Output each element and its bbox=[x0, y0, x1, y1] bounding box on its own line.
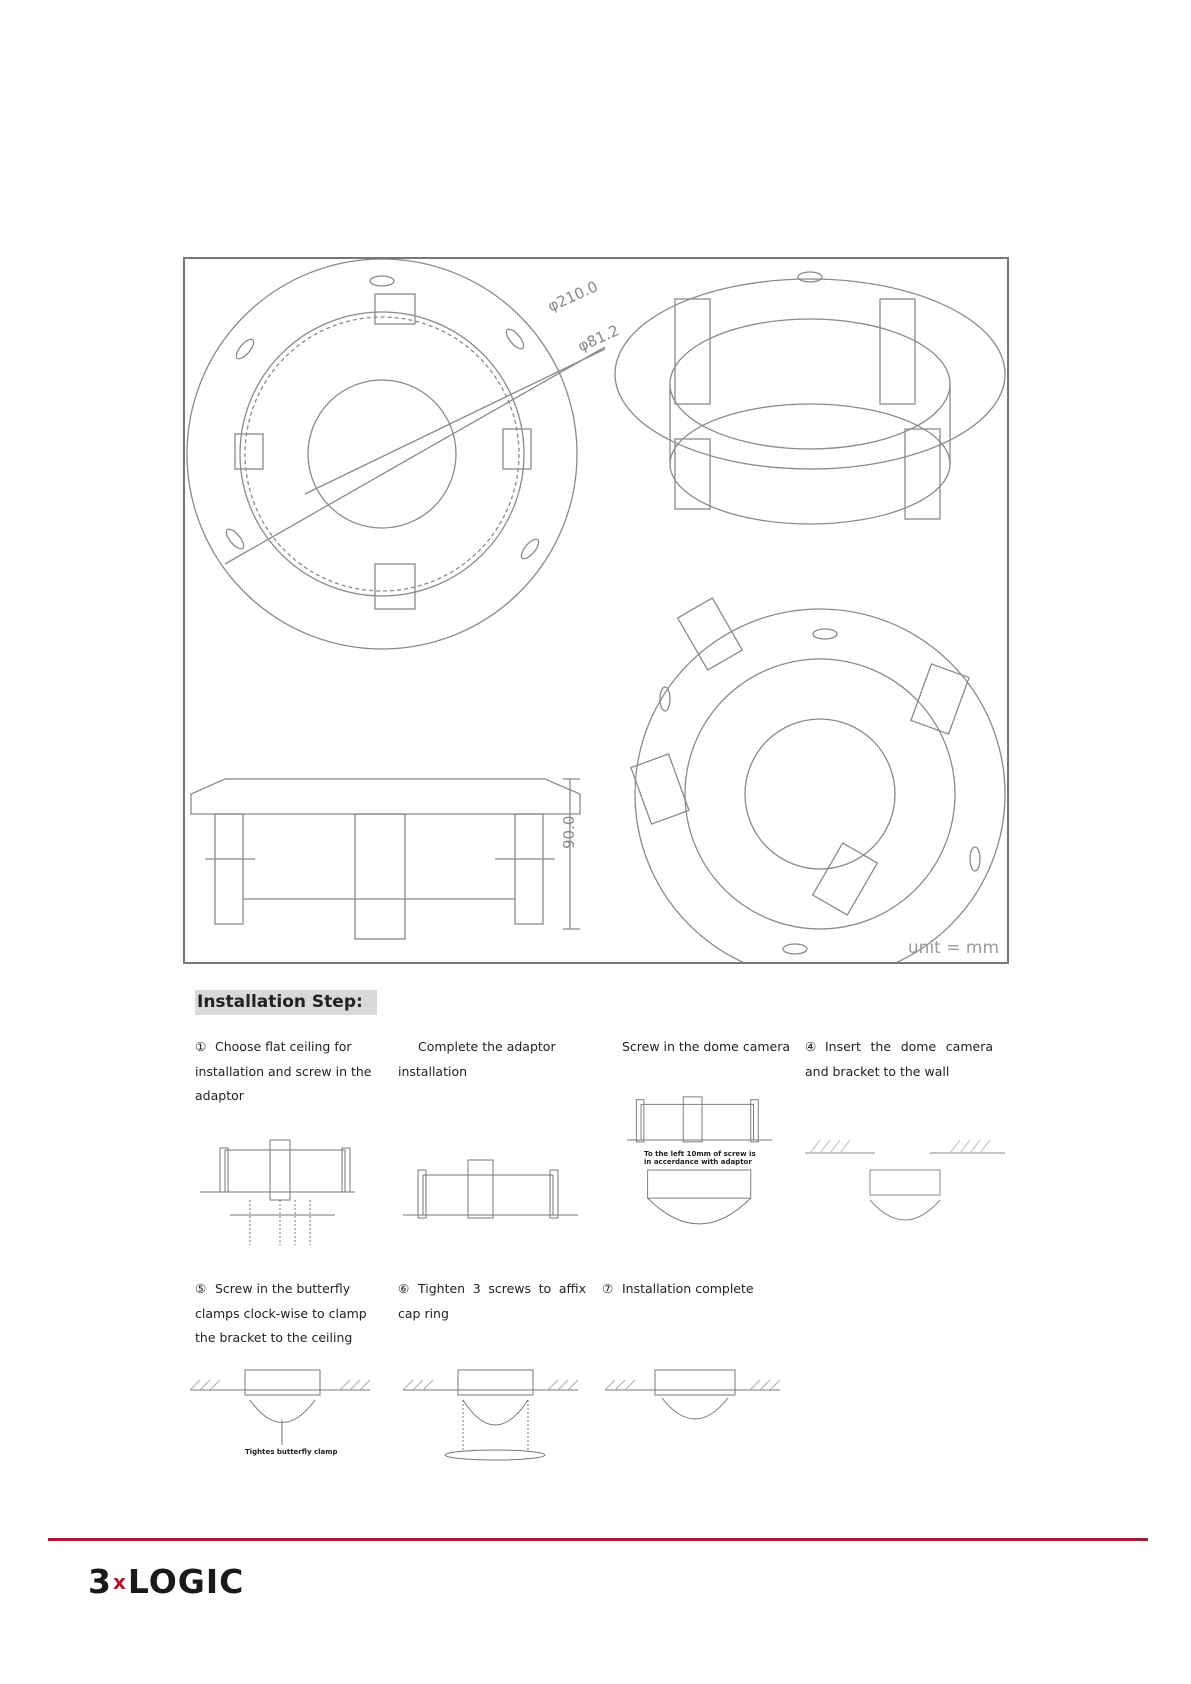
step-1 bbox=[195, 1035, 383, 1109]
step-6 bbox=[398, 1277, 586, 1326]
step-text: Insert the dome camera and bracket to the wall bbox=[805, 1039, 993, 1079]
step-text: Tighten 3 screws to affix cap ring bbox=[398, 1281, 586, 1321]
section-heading: Installation Step: bbox=[195, 990, 377, 1015]
dimension-outer-diameter: φ210.0 bbox=[545, 277, 601, 316]
step-number: ⑤ bbox=[195, 1281, 207, 1296]
step-5-caption: Tightes butterfly clamp bbox=[245, 1448, 338, 1456]
step-text: Installation complete bbox=[622, 1281, 754, 1296]
brand-suffix: LOGIC bbox=[127, 1562, 245, 1601]
dimension-height: 90.0 bbox=[560, 815, 578, 849]
step-2-figure bbox=[398, 1130, 598, 1280]
footer-divider bbox=[48, 1538, 1148, 1541]
step-text: Screw in the dome camera bbox=[622, 1039, 791, 1054]
step-number: ⑥ bbox=[398, 1281, 410, 1296]
drawing-linework bbox=[185, 259, 1007, 962]
step-3 bbox=[602, 1035, 792, 1060]
step-text: Complete the adaptor installation bbox=[398, 1039, 556, 1079]
brand-logo bbox=[88, 1562, 244, 1601]
step-4 bbox=[805, 1035, 993, 1084]
step-7 bbox=[602, 1277, 790, 1302]
step-number: ④ bbox=[805, 1039, 817, 1054]
step-number: ① bbox=[195, 1039, 207, 1054]
step-1-figure bbox=[195, 1130, 395, 1280]
technical-drawing bbox=[183, 257, 1009, 964]
step-4-figure bbox=[805, 1125, 1005, 1275]
step-6-figure bbox=[398, 1360, 598, 1470]
step-2 bbox=[398, 1035, 586, 1084]
step-7-figure bbox=[600, 1360, 800, 1460]
brand-prefix: 3 bbox=[88, 1562, 112, 1601]
step-3-figure bbox=[602, 1095, 802, 1245]
dimension-inner-diameter: φ81.2 bbox=[575, 321, 622, 356]
step-text: Choose flat ceiling for installation and screw in the adaptor bbox=[195, 1039, 372, 1103]
inner-opening bbox=[308, 380, 456, 528]
unit-label: unit = mm bbox=[907, 938, 999, 958]
step-3-caption: To the left 10mm of screw is in accerdance with adaptor bbox=[644, 1150, 756, 1166]
step-number: ⑦ bbox=[602, 1281, 614, 1296]
step-text: Screw in the butterfly clamps clock-wise to clamp the bracket to the ceiling bbox=[195, 1281, 367, 1345]
step-5 bbox=[195, 1277, 383, 1351]
step-5-figure bbox=[190, 1360, 390, 1460]
brand-x: x bbox=[112, 1570, 127, 1594]
